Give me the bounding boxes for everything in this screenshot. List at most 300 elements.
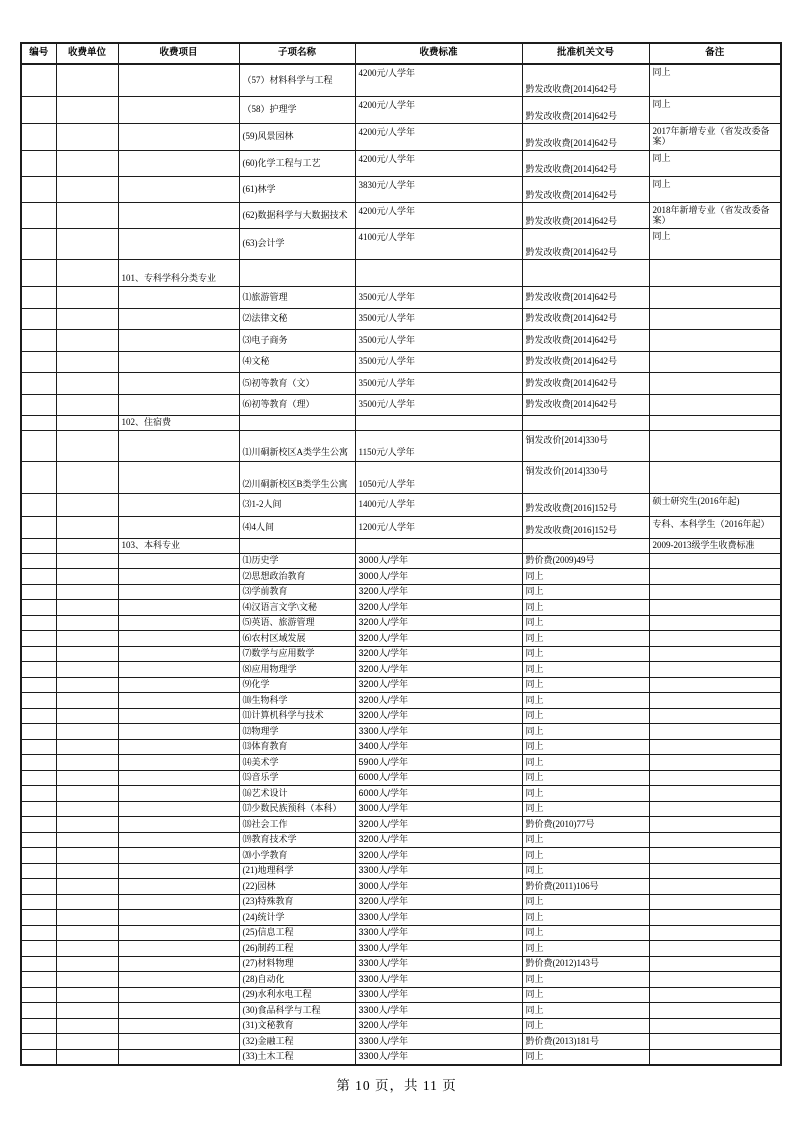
cell-text: ⑴旅游管理 [242,291,288,302]
cell-item [118,259,239,286]
cell-text: ⒁美术学 [242,756,279,767]
cell-text: (31)文秘教育 [242,1020,294,1031]
cell-doc [522,1003,649,1019]
table-row [21,584,781,600]
cell-text: 3300人/学年 [358,1035,409,1046]
cell-std [355,394,522,415]
cell-item [118,1034,239,1050]
cell-std [355,202,522,228]
cell-sub [239,123,355,150]
cell-text: (33)土木工程 [242,1051,294,1061]
cell-std [355,372,522,394]
cell-item [118,394,239,415]
cell-std [355,553,522,569]
cell-sub [239,569,355,585]
column-header-std: 收费标准 [355,43,522,64]
cell-text: 黔发改收费[2014]642号 [525,291,617,302]
cell-text: 4100元/人学年 [358,231,416,242]
cell-text: (24)统计学 [242,911,285,922]
cell-text: 1150元/人学年 [358,447,415,458]
cell-text: 同上 [525,601,544,612]
cell-note [649,176,781,202]
cell-note [649,987,781,1003]
table-row [21,1049,781,1065]
cell-doc [522,538,649,553]
cell-num [21,708,56,724]
cell-doc [522,394,649,415]
table-row [21,662,781,678]
cell-doc [522,863,649,879]
cell-std [355,1003,522,1019]
cell-text: 同上 [525,1004,544,1015]
cell-text: ⒇小学教育 [242,849,288,860]
cell-sub [239,662,355,678]
cell-num [21,755,56,771]
cell-note [649,693,781,709]
cell-item [118,987,239,1003]
cell-text: ⑾计算机科学与技术 [242,710,324,721]
cell-std [355,755,522,771]
cell-num [21,600,56,616]
cell-note [649,848,781,864]
cell-num [21,863,56,879]
cell-text: ⑷汉语言文学\文秘 [242,601,318,612]
cell-sub [239,202,355,228]
cell-text: 同上 [525,911,544,922]
cell-num [21,123,56,150]
cell-num [21,879,56,895]
section-header-row [21,538,781,553]
cell-unit [56,538,118,553]
cell-text: (22)园林 [242,880,276,891]
cell-unit [56,615,118,631]
cell-std [355,176,522,202]
cell-item [118,553,239,569]
cell-note [649,415,781,430]
cell-unit [56,516,118,538]
cell-num [21,202,56,228]
cell-sub [239,646,355,662]
cell-text: ⒀体育教育 [242,741,288,752]
cell-doc [522,286,649,308]
cell-std [355,1034,522,1050]
cell-note [649,553,781,569]
cell-num [21,516,56,538]
cell-note [649,569,781,585]
cell-sub [239,941,355,957]
cell-text: 3300人/学年 [358,989,409,1000]
cell-std [355,538,522,553]
cell-text: (62)数据科学与大数据技术 [242,209,348,220]
cell-note [649,755,781,771]
table-row [21,150,781,176]
cell-text: (21)地理科学 [242,865,294,876]
cell-item [118,724,239,740]
cell-text: 6000人/学年 [358,772,409,783]
cell-unit [56,987,118,1003]
cell-text: 黔价费(2011)106号 [525,880,599,891]
cell-text: 3500元/人学年 [358,356,416,367]
cell-item [118,64,239,96]
cell-text: 3200人/学年 [358,586,409,597]
cell-std [355,817,522,833]
table-row [21,351,781,372]
cell-std [355,848,522,864]
cell-sub [239,879,355,895]
cell-text: 3500元/人学年 [358,334,416,345]
section-header-row [21,259,781,286]
cell-std [355,430,522,461]
cell-std [355,987,522,1003]
cell-unit [56,817,118,833]
cell-text: 2017年新增专业（省发改委备案） [652,125,770,146]
cell-doc [522,925,649,941]
cell-doc [522,493,649,516]
table-row [21,461,781,493]
cell-unit [56,308,118,329]
cell-text: ⑶1-2人间 [242,499,282,510]
cell-num [21,1018,56,1034]
table-row [21,770,781,786]
table-row [21,308,781,329]
cell-std [355,584,522,600]
cell-text: 硕士研究生(2016年起) [652,495,740,506]
cell-sub [239,677,355,693]
cell-num [21,925,56,941]
cell-item [118,631,239,647]
column-header-unit: 收费单位 [56,43,118,64]
cell-doc [522,987,649,1003]
cell-text: (28)自动化 [242,973,285,984]
cell-doc [522,801,649,817]
cell-item [118,1049,239,1065]
cell-std [355,972,522,988]
cell-std [355,786,522,802]
table-row [21,848,781,864]
cell-note [649,879,781,895]
cell-text: ⑹农村区域发展 [242,632,306,643]
cell-sub [239,615,355,631]
table-row [21,372,781,394]
cell-note [649,739,781,755]
cell-doc [522,941,649,957]
cell-text: ⑻应用物理学 [242,663,297,674]
cell-sub [239,538,355,553]
cell-num [21,493,56,516]
cell-doc [522,1018,649,1034]
cell-note [649,724,781,740]
cell-std [355,863,522,879]
cell-unit [56,863,118,879]
cell-text: （57）材料科学与工程 [242,75,333,86]
cell-num [21,770,56,786]
cell-item [118,123,239,150]
cell-unit [56,941,118,957]
cell-num [21,176,56,202]
cell-text: 2018年新增专业（省发改委备案） [652,204,770,225]
cell-sub [239,415,355,430]
cell-text: (30)食品科学与工程 [242,1004,321,1015]
cell-doc [522,879,649,895]
cell-sub [239,394,355,415]
cell-num [21,894,56,910]
cell-sub [239,96,355,123]
cell-sub [239,894,355,910]
cell-text: 3300人/学年 [358,927,409,938]
cell-std [355,516,522,538]
table-row [21,801,781,817]
cell-item [118,677,239,693]
table-row [21,394,781,415]
cell-num [21,415,56,430]
cell-note [649,615,781,631]
cell-item [118,584,239,600]
cell-num [21,553,56,569]
cell-text: 3200人/学年 [358,1020,409,1031]
cell-text: 同上 [525,725,544,736]
cell-doc [522,202,649,228]
cell-unit [56,770,118,786]
cell-item [118,770,239,786]
cell-unit [56,286,118,308]
cell-sub [239,693,355,709]
cell-text: 铜发改价[2014]330号 [525,465,608,476]
cell-unit [56,724,118,740]
cell-note [649,600,781,616]
cell-note [649,832,781,848]
cell-text: 3200人/学年 [358,710,409,721]
cell-sub [239,770,355,786]
cell-text: 1200元/人学年 [358,521,416,532]
cell-num [21,584,56,600]
cell-std [355,600,522,616]
cell-text: 同上 [525,586,544,597]
cell-text: 101、专科学科分类专业 [121,273,217,284]
cell-num [21,150,56,176]
cell-text: ⑹初等教育（理） [242,399,315,410]
cell-note [649,96,781,123]
table-row [21,972,781,988]
cell-text: 3200人/学年 [358,896,409,907]
cell-note [649,516,781,538]
table-row [21,123,781,150]
cell-text: 4200元/人学年 [358,68,416,78]
cell-std [355,941,522,957]
cell-item [118,516,239,538]
table-row [21,739,781,755]
table-row [21,430,781,461]
cell-num [21,286,56,308]
cell-item [118,176,239,202]
cell-note [649,956,781,972]
cell-num [21,941,56,957]
cell-text: 同上 [525,632,544,643]
cell-note [649,308,781,329]
cell-item [118,329,239,351]
table-row [21,677,781,693]
cell-text: ⒃艺术设计 [242,787,288,798]
cell-sub [239,956,355,972]
cell-item [118,894,239,910]
cell-text: (61)林学 [242,183,276,194]
cell-unit [56,329,118,351]
cell-text: (26)制药工程 [242,942,294,953]
cell-text: （58）护理学 [242,104,297,115]
cell-unit [56,351,118,372]
cell-text: 3200人/学年 [358,694,409,705]
cell-std [355,739,522,755]
table-row [21,708,781,724]
cell-num [21,538,56,553]
cell-unit [56,1003,118,1019]
cell-std [355,646,522,662]
cell-sub [239,64,355,96]
cell-note [649,786,781,802]
cell-doc [522,372,649,394]
table-row [21,646,781,662]
cell-text: 黔价费(2013)181号 [525,1035,599,1046]
cell-text: 黔发改收费[2014]642号 [525,247,617,258]
cell-std [355,910,522,926]
cell-text: 3000人/学年 [358,555,409,566]
cell-sub [239,228,355,259]
cell-sub [239,461,355,493]
cell-text: 黔发改收费[2014]642号 [525,190,617,201]
cell-std [355,351,522,372]
cell-text: 3500元/人学年 [358,291,416,302]
cell-note [649,64,781,96]
table-row [21,228,781,259]
cell-note [649,677,781,693]
cell-text: 黔发改收费[2014]642号 [525,164,617,175]
cell-unit [56,1049,118,1065]
cell-unit [56,96,118,123]
cell-item [118,693,239,709]
cell-sub [239,493,355,516]
column-header-note: 备注 [649,43,781,64]
cell-sub [239,430,355,461]
cell-text: 黔价费(2010)77号 [525,818,595,829]
cell-sub [239,516,355,538]
cell-unit [56,786,118,802]
cell-text: 同上 [525,1051,544,1061]
cell-doc [522,910,649,926]
cell-doc [522,739,649,755]
cell-text: 黔发改收费[2014]642号 [525,138,617,149]
cell-text: 3200人/学年 [358,818,409,829]
cell-unit [56,415,118,430]
cell-text: 黔发改收费[2014]642号 [525,216,617,227]
table-row [21,553,781,569]
cell-text: 3200人/学年 [358,648,409,659]
cell-item [118,569,239,585]
cell-text: 同上 [652,98,671,109]
cell-text: ⑽生物科学 [242,694,288,705]
cell-num [21,987,56,1003]
cell-text: 黔发改收费[2014]642号 [525,334,617,345]
cell-doc [522,553,649,569]
cell-text: ⒂音乐学 [242,772,279,783]
cell-std [355,894,522,910]
table-row [21,910,781,926]
cell-std [355,415,522,430]
cell-text: 铜发改价[2014]330号 [525,434,608,445]
cell-unit [56,848,118,864]
cell-text: 3500元/人学年 [358,313,416,324]
table-row [21,615,781,631]
cell-item [118,956,239,972]
cell-doc [522,677,649,693]
cell-text: 4200元/人学年 [358,99,416,110]
cell-sub [239,600,355,616]
cell-std [355,1018,522,1034]
cell-sub [239,739,355,755]
cell-std [355,631,522,647]
cell-item [118,228,239,259]
cell-text: 6000人/学年 [358,787,409,798]
table-row [21,987,781,1003]
cell-item [118,461,239,493]
cell-unit [56,372,118,394]
cell-item [118,202,239,228]
cell-text: 同上 [525,927,544,938]
cell-std [355,662,522,678]
column-header-sub: 子项名称 [239,43,355,64]
cell-text: 3300人/学年 [358,1004,409,1015]
table-row [21,202,781,228]
cell-unit [56,832,118,848]
cell-unit [56,972,118,988]
table-header-row [21,43,781,64]
cell-doc [522,956,649,972]
cell-doc [522,708,649,724]
cell-text: 2009-2013级学生收费标准 [652,540,755,551]
cell-sub [239,1003,355,1019]
cell-std [355,693,522,709]
cell-std [355,228,522,259]
cell-sub [239,286,355,308]
cell-sub [239,832,355,848]
cell-unit [56,584,118,600]
cell-doc [522,308,649,329]
cell-unit [56,879,118,895]
cell-text: 同上 [525,787,544,798]
column-header-doc: 批准机关文号 [522,43,649,64]
cell-unit [56,553,118,569]
cell-text: 同上 [525,617,544,628]
cell-sub [239,584,355,600]
cell-text: 黔价费(2012)143号 [525,958,599,969]
cell-num [21,430,56,461]
cell-item [118,708,239,724]
cell-num [21,329,56,351]
cell-item [118,910,239,926]
cell-item [118,801,239,817]
cell-item [118,879,239,895]
cell-text: 同上 [652,178,671,189]
cell-text: (60)化学工程与工艺 [242,157,321,168]
cell-sub [239,553,355,569]
cell-doc [522,615,649,631]
cell-text: ⒅社会工作 [242,818,288,829]
cell-text: 3200人/学年 [358,679,409,690]
cell-std [355,150,522,176]
cell-text: ⑺数学与应用数学 [242,648,315,659]
cell-text: 3200人/学年 [358,632,409,643]
cell-unit [56,1034,118,1050]
cell-unit [56,64,118,96]
cell-text: ⑷4人间 [242,521,275,532]
